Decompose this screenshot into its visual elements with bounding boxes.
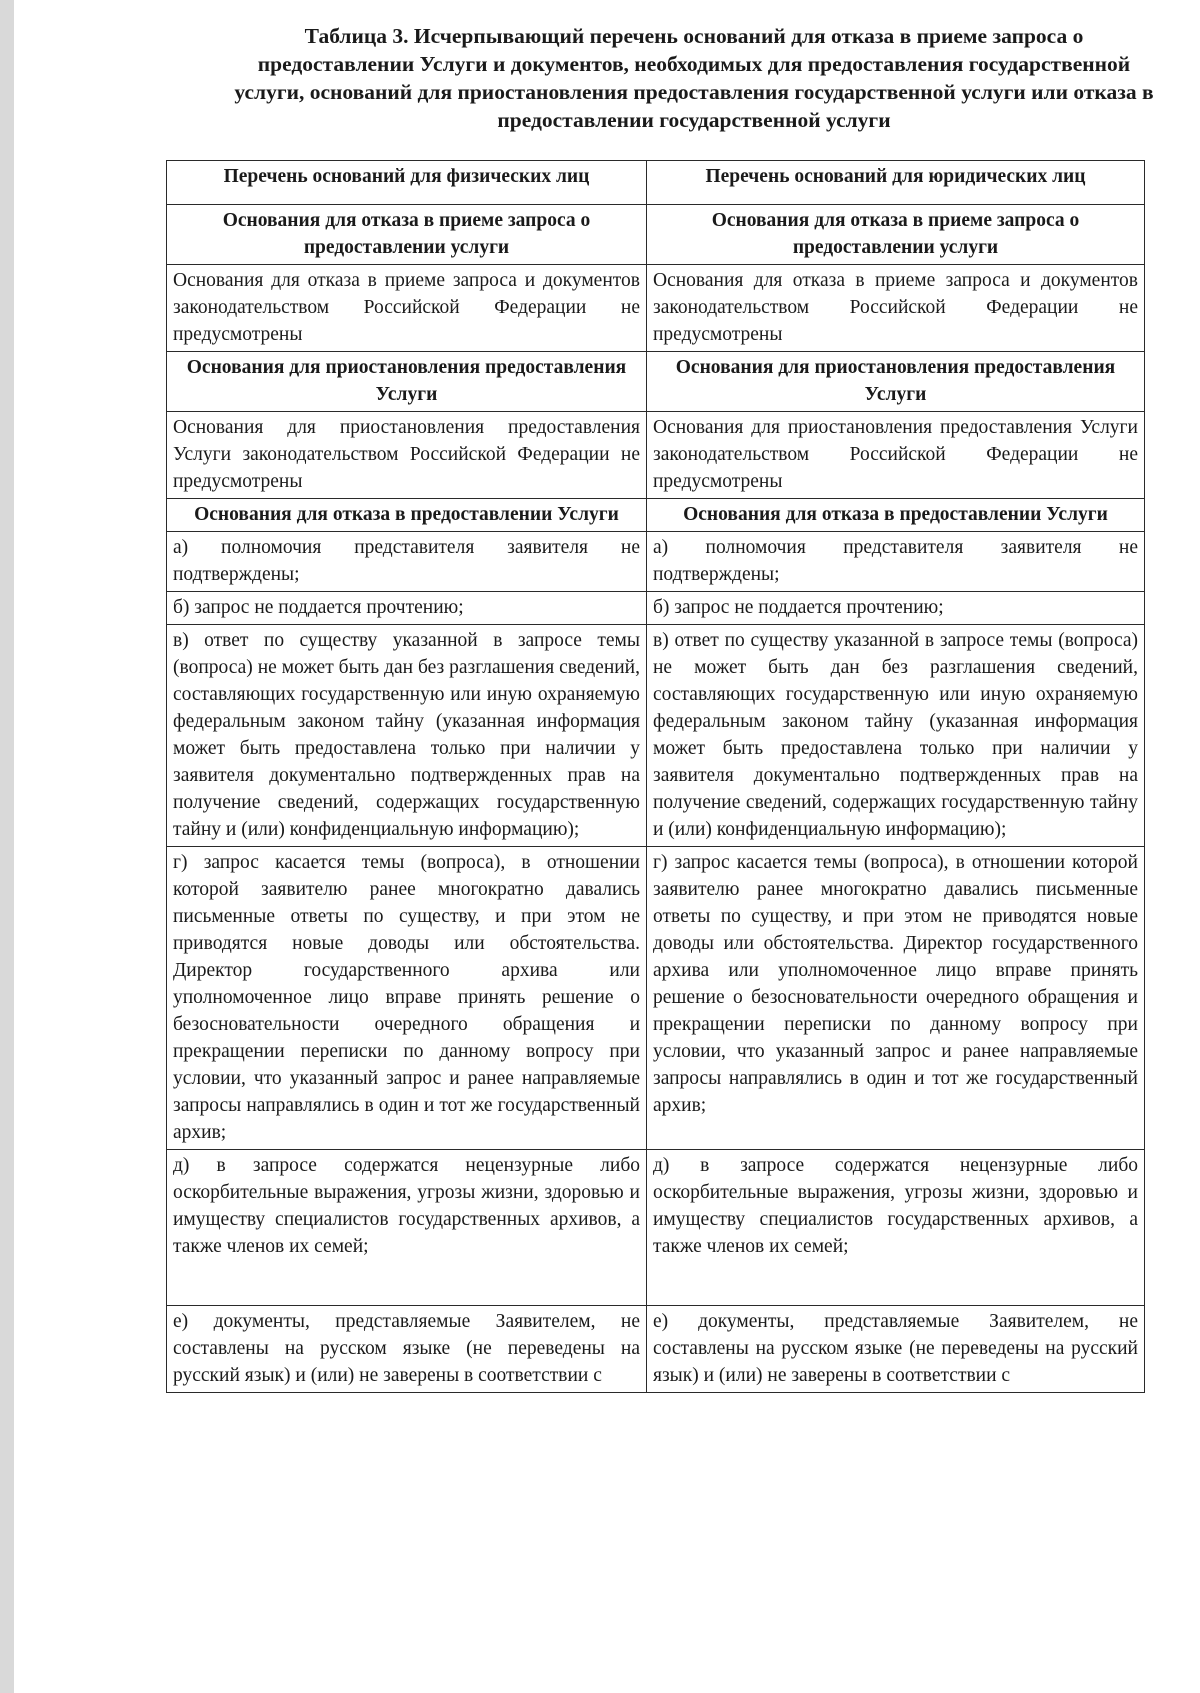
table-header-row xyxy=(167,161,1145,205)
table-row xyxy=(167,532,1145,592)
refusal-item-g: г) запрос касается темы (вопроса), в отношении которой заявителю ранее многократно давались письменные ответы по существу, и при этом не приводятся новые доводы или обстоятельства. Директор государственного архива или уполномоченное лицо вправе принять решение о безосновательности очередного обращения и прекращении переписки по данному вопросу при условии, что указанный запрос и ранее направляемые запросы направлялись в один и тот же государственный архив; xyxy=(167,847,647,1150)
refusal-item-d: д) в запросе содержатся нецензурные либо оскорбительные выражения, угрозы жизни, здоровью и имуществу специалистов государственных архивов, а также членов их семей; xyxy=(167,1150,647,1306)
section-heading-suspension: Основания для приостановления предоставления Услуги xyxy=(647,352,1145,412)
section-heading-reception-refusal: Основания для отказа в приеме запроса о предоставлении услуги xyxy=(167,205,647,265)
refusal-item-d: д) в запросе содержатся нецензурные либо оскорбительные выражения, угрозы жизни, здоровью и имуществу специалистов государственных архивов, а также членов их семей; xyxy=(647,1150,1145,1306)
refusal-item-g: г) запрос касается темы (вопроса), в отношении которой заявителю ранее многократно давались письменные ответы по существу, и при этом не приводятся новые доводы или обстоятельства. Директор государственного архива или уполномоченное лицо вправе принять решение о безосновательности очередного обращения и прекращении переписки по данному вопросу при условии, что указанный запрос и ранее направляемые запросы направлялись в один и тот же государственный архив; xyxy=(647,847,1145,1150)
section-heading-row xyxy=(167,499,1145,532)
section-text-reception-refusal: Основания для отказа в приеме запроса и документов законодательством Российской Федерации не предусмотрены xyxy=(647,265,1145,352)
column-header-legal-entities: Перечень оснований для юридических лиц xyxy=(647,161,1145,205)
section-heading-service-refusal: Основания для отказа в предоставлении Услуги xyxy=(167,499,647,532)
section-text-row xyxy=(167,412,1145,499)
table-title: Таблица 3. Исчерпывающий перечень оснований для отказа в приеме запроса о предоставлении Услуги и документов, необходимых для предоставления государственной услуги, оснований для приостановления предоставления государственной услуги или отказа в предоставлении государственной услуги xyxy=(234,24,1154,132)
table-row xyxy=(167,1306,1145,1393)
table-row xyxy=(167,1150,1145,1306)
section-heading-suspension: Основания для приостановления предоставления Услуги xyxy=(167,352,647,412)
table-row xyxy=(167,592,1145,625)
refusal-item-a: а) полномочия представителя заявителя не подтверждены; xyxy=(167,532,647,592)
refusal-item-a: а) полномочия представителя заявителя не подтверждены; xyxy=(647,532,1145,592)
section-heading-row xyxy=(167,205,1145,265)
section-text-suspension: Основания для приостановления предоставления Услуги законодательством Российской Федерации не предусмотрены xyxy=(167,412,647,499)
section-text-row xyxy=(167,265,1145,352)
refusal-item-e: е) документы, представляемые Заявителем, не составлены на русском языке (не переведены на русский язык) и (или) не заверены в соответствии с xyxy=(647,1306,1145,1393)
refusal-item-v: в) ответ по существу указанной в запросе темы (вопроса) не может быть дан без разглашения сведений, составляющих государственную или иную охраняемую федеральным законом тайну (указанная информация может быть предоставлена только при наличии у заявителя документально подтвержденных прав на получение сведений, содержащих государственную тайну и (или) конфиденциальную информацию); xyxy=(167,625,647,847)
section-text-suspension: Основания для приостановления предоставления Услуги законодательством Российской Федерации не предусмотрены xyxy=(647,412,1145,499)
document-page xyxy=(14,0,1200,1693)
section-text-reception-refusal: Основания для отказа в приеме запроса и документов законодательством Российской Федерации не предусмотрены xyxy=(167,265,647,352)
scan-edge xyxy=(0,0,14,1693)
refusal-item-e: е) документы, представляемые Заявителем, не составлены на русском языке (не переведены на русский язык) и (или) не заверены в соответствии с xyxy=(167,1306,647,1393)
section-heading-service-refusal: Основания для отказа в предоставлении Услуги xyxy=(647,499,1145,532)
refusal-item-b: б) запрос не поддается прочтению; xyxy=(167,592,647,625)
table-row xyxy=(167,625,1145,847)
refusal-item-v: в) ответ по существу указанной в запросе темы (вопроса) не может быть дан без разглашения сведений, составляющих государственную или иную охраняемую федеральным законом тайну (указанная информация может быть предоставлена только при наличии у заявителя документально подтвержденных прав на получение сведений, содержащих государственную тайну и (или) конфиденциальную информацию); xyxy=(647,625,1145,847)
section-heading-reception-refusal: Основания для отказа в приеме запроса о предоставлении услуги xyxy=(647,205,1145,265)
refusal-item-b: б) запрос не поддается прочтению; xyxy=(647,592,1145,625)
refusal-grounds-table xyxy=(166,160,1145,1393)
column-header-individuals: Перечень оснований для физических лиц xyxy=(167,161,647,205)
table-row xyxy=(167,847,1145,1150)
section-heading-row xyxy=(167,352,1145,412)
